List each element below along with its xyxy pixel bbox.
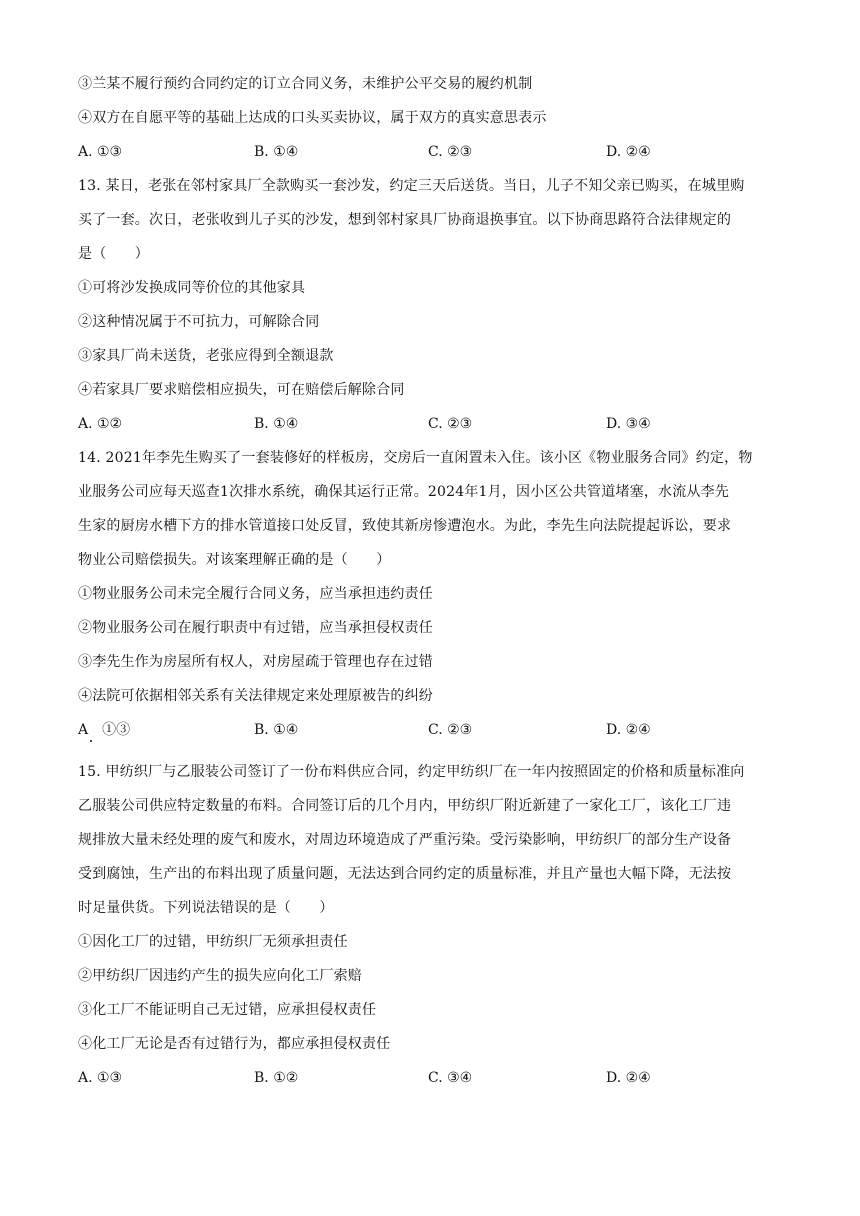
q15-stem-line-1: 15. 甲纺织厂与乙服装公司签订了一份布料供应合同，约定甲纺织厂在一年内按照固定的价格和质量标准向: [78, 764, 745, 780]
q13-statement-1: ①可将沙发换成同等价位的其他家具: [78, 280, 306, 296]
q13-option-a: A. ①②: [78, 416, 123, 432]
q15-statement-1: ①因化工厂的过错，甲纺织厂无须承担责任: [78, 934, 348, 950]
q15-option-c: C. ③④: [428, 1070, 473, 1086]
q15-option-a: A. ①③: [78, 1070, 123, 1086]
q15-options: [78, 1068, 778, 1088]
q15-stem-line-2: 乙服装公司供应特定数量的布料。合同签订后的几个月内，甲纺织厂附近新建了一家化工厂，该化工厂违: [78, 798, 732, 814]
q12-option-c: C. ②③: [428, 144, 473, 160]
q15-stem-line-3: 规排放大量未经处理的废气和废水，对周边环境造成了严重污染。受污染影响，甲纺织厂的部分生产设备: [78, 832, 732, 848]
q14-option-d: D. ②④: [606, 722, 651, 738]
q15-stem-line-4: 受到腐蚀，生产出的布料出现了质量问题，无法达到合同约定的质量标准，并且产量也大幅下降，无法按: [78, 866, 732, 882]
q13-option-c: C. ②③: [428, 416, 473, 432]
stray-dot-mark: [90, 740, 92, 742]
q14-statement-3: ③李先生作为房屋所有权人，对房屋疏于管理也存在过错: [78, 654, 433, 670]
q14-stem-line-4: 物业公司赔偿损失。对该案理解正确的是（ ）: [78, 552, 391, 568]
q13-option-d: D. ③④: [606, 416, 651, 432]
q14-statement-4: ④法院可依据相邻关系有关法律规定来处理原被告的纠纷: [78, 688, 433, 704]
q13-statement-3: ③家具厂尚未送货，老张应得到全额退款: [78, 348, 334, 364]
q15-statement-3: ③化工厂不能证明自己无过错，应承担侵权责任: [78, 1002, 377, 1018]
q15-option-b: B. ①②: [254, 1070, 299, 1086]
q13-statement-4: ④若家具厂要求赔偿相应损失，可在赔偿后解除合同: [78, 382, 405, 398]
q14-statement-1: ①物业服务公司未完全履行合同义务，应当承担违约责任: [78, 586, 433, 602]
q14-option-a: A ①③: [78, 722, 131, 738]
q14-stem-line-2: 业服务公司应每天巡查1次排水系统，确保其运行正常。2024年1月，因小区公共管道堵塞，水流从李先: [78, 484, 730, 500]
q13-statement-2: ②这种情况属于不可抗力，可解除合同: [78, 314, 320, 330]
q13-stem-line-3: 是（ ）: [78, 246, 149, 262]
q13-stem-line-2: 买了一套。次日，老张收到儿子买的沙发，想到邻村家具厂协商退换事宜。以下协商思路符合法律规定的: [78, 212, 732, 228]
q14-option-c: C. ②③: [428, 722, 473, 738]
q15-stem-line-5: 时足量供货。下列说法错误的是（ ）: [78, 900, 334, 916]
q12-statement-3: ③兰某不履行预约合同约定的订立合同义务，未维护公平交易的履约机制: [78, 76, 533, 92]
q14-option-b: B. ①④: [254, 722, 299, 738]
q13-option-b: B. ①④: [254, 416, 299, 432]
q15-statement-4: ④化工厂无论是否有过错行为，都应承担侵权责任: [78, 1036, 391, 1052]
q15-statement-2: ②甲纺织厂因违约产生的损失应向化工厂索赔: [78, 968, 362, 984]
q15-option-d: D. ②④: [606, 1070, 651, 1086]
q14-stem-line-1: 14. 2021年李先生购买了一套装修好的样板房，交房后一直闲置未入住。该小区《物业服务合同》约定，物: [78, 450, 753, 466]
q12-option-d: D. ②④: [606, 144, 651, 160]
q13-options: [78, 414, 778, 434]
q14-statement-2: ②物业服务公司在履行职责中有过错，应当承担侵权责任: [78, 620, 433, 636]
q14-stem-line-3: 生家的厨房水槽下方的排水管道接口处反冒，致使其新房惨遭泡水。为此，李先生向法院提起诉讼，要求: [78, 518, 732, 534]
q12-option-a: A. ①③: [78, 144, 123, 160]
q12-option-b: B. ①④: [254, 144, 299, 160]
q12-options: [78, 142, 778, 162]
q12-statement-4: ④双方在自愿平等的基础上达成的口头买卖协议，属于双方的真实意思表示: [78, 110, 547, 126]
q13-stem-line-1: 13. 某日，老张在邻村家具厂全款购买一套沙发，约定三天后送货。当日，儿子不知父亲已购买，在城里购: [78, 178, 745, 194]
q14-options: [78, 720, 778, 740]
